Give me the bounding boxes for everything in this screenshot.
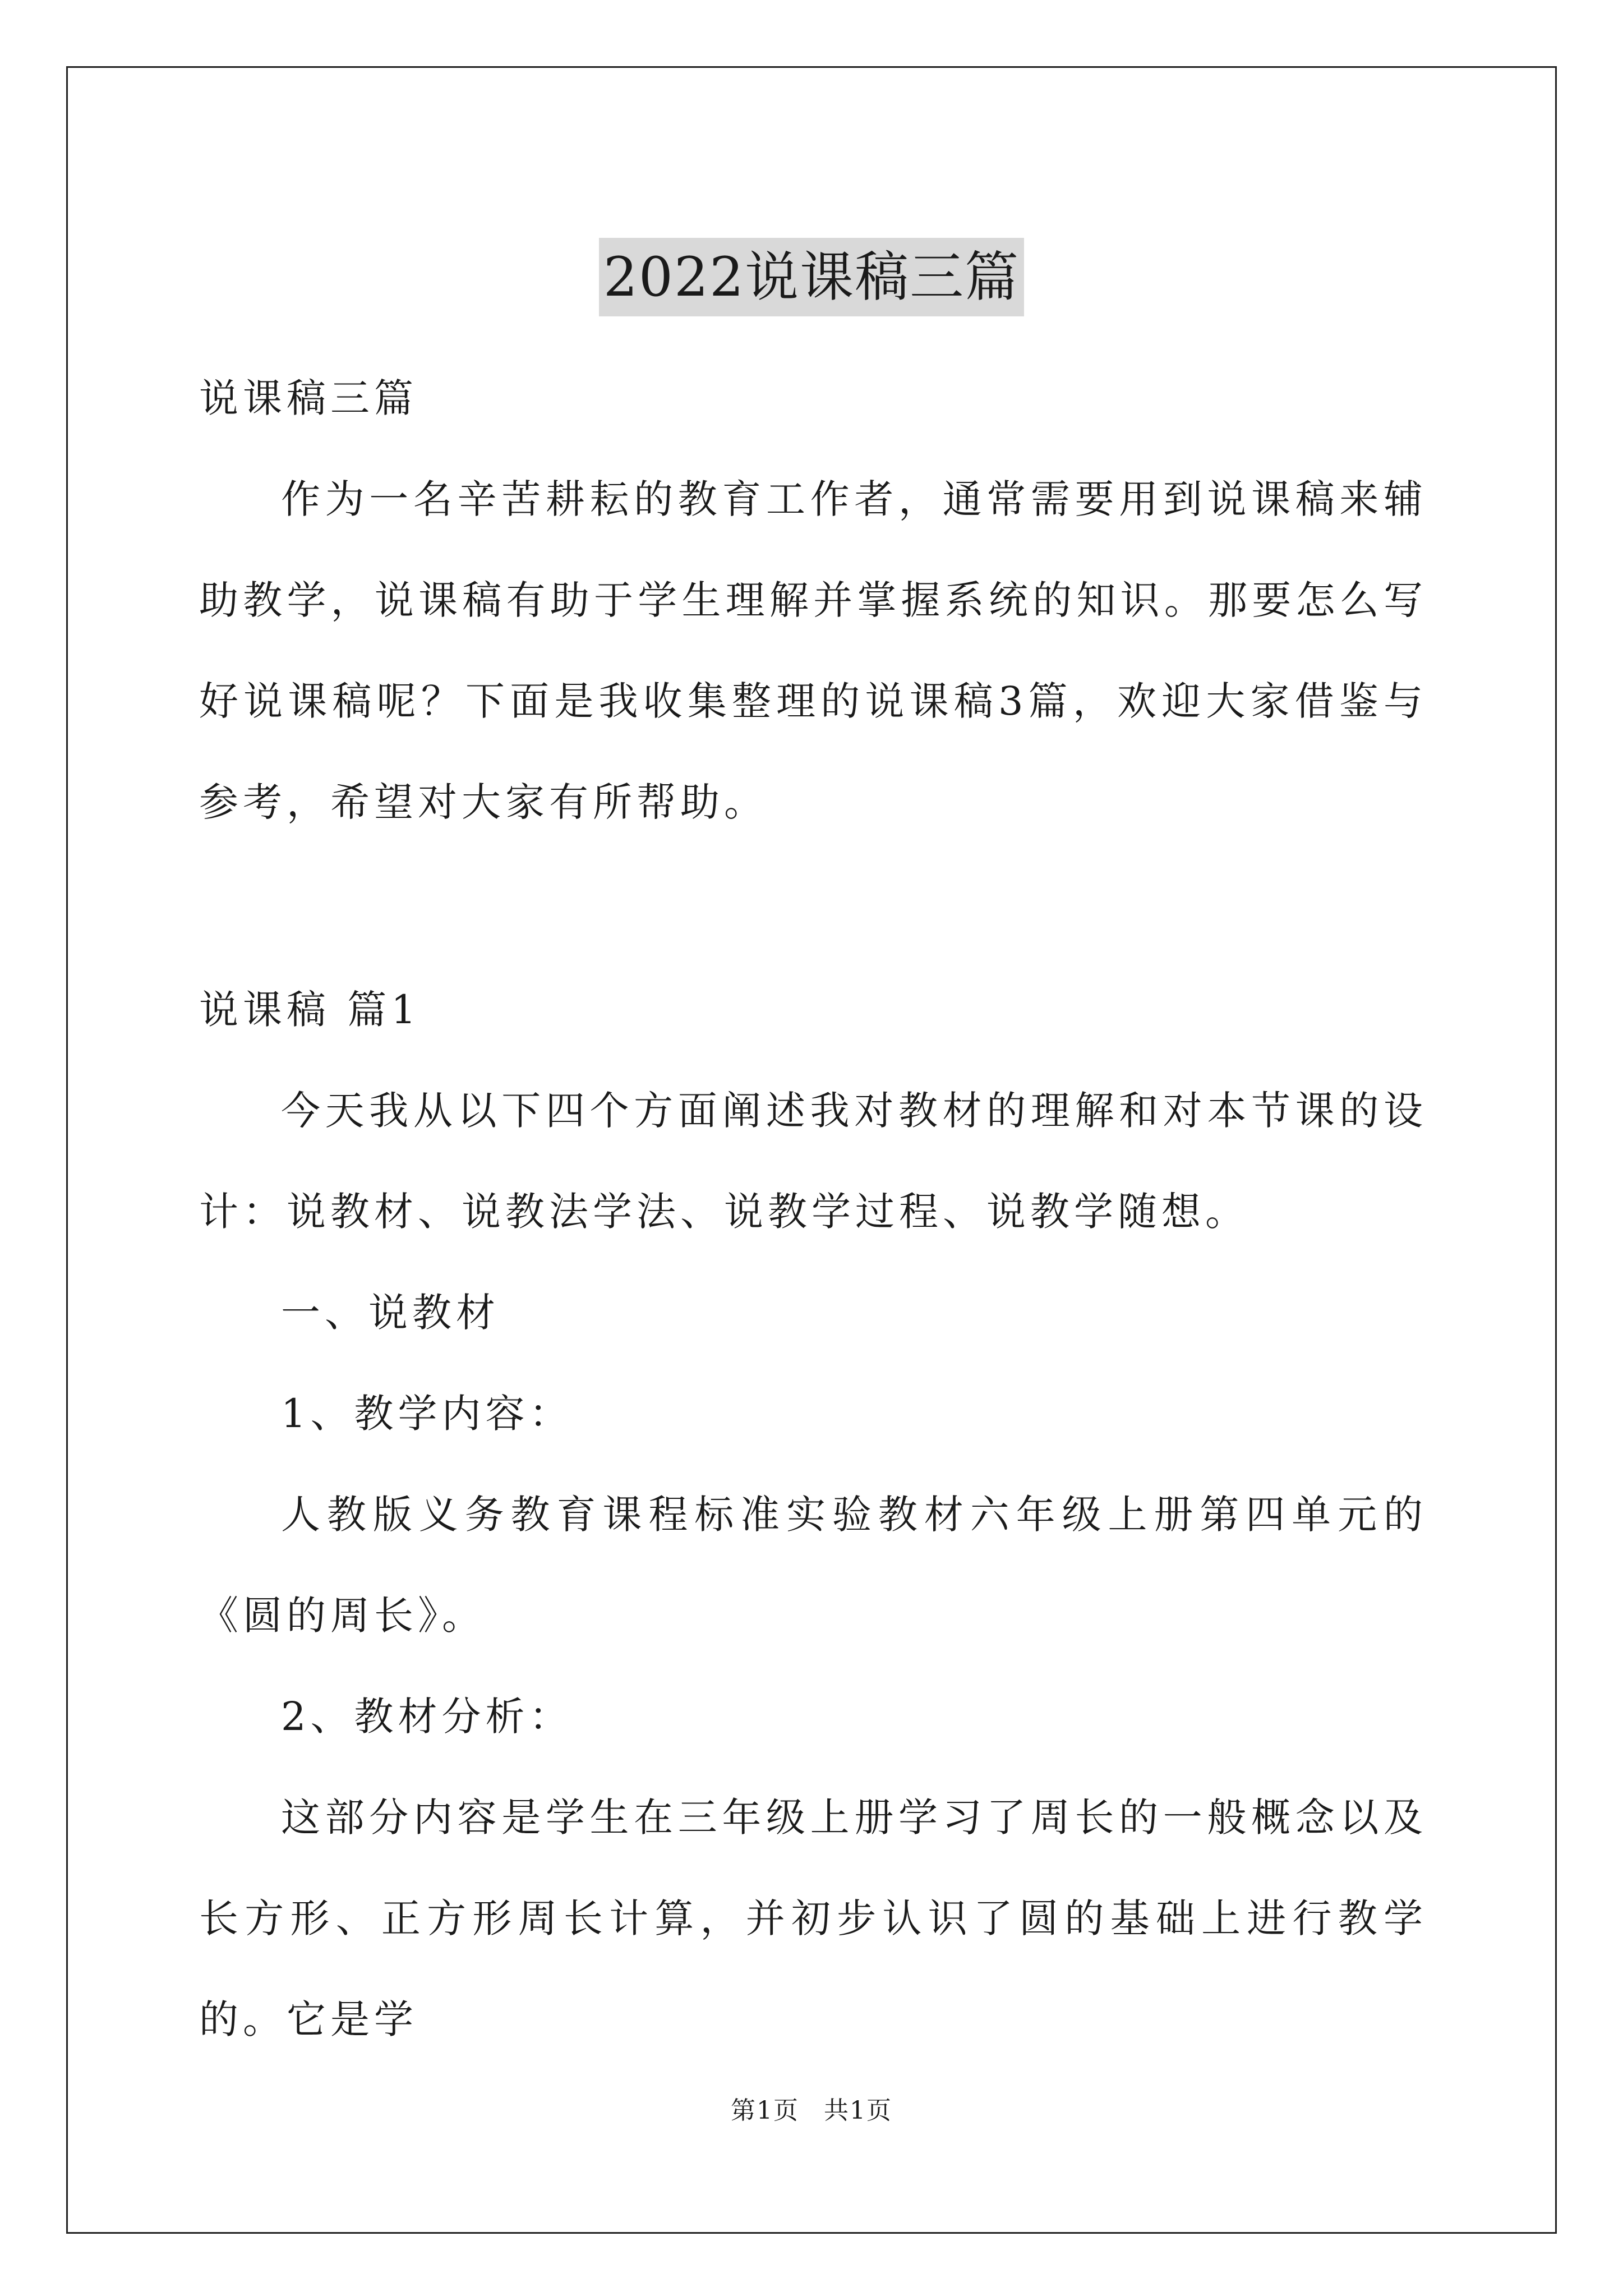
title-area <box>0 202 1623 353</box>
document-body <box>199 348 1427 2070</box>
page-total: 共1页 <box>824 2096 892 2125</box>
subheading-material-analysis: 2、教材分析： <box>281 1694 573 1740</box>
body-paragraph: 人教版义务教育课程标准实验教材六年级上册第四单元的《圆的周长》。 <box>199 1492 1427 1639</box>
body-paragraph: 这部分内容是学生在三年级上册学习了周长的一般概念以及长方形、正方形周长计算，并初步认识了圆的基础上进行教学的。它是学 <box>199 1795 1427 2042</box>
section-heading-main: 说课稿三篇 <box>199 375 418 421</box>
subheading-teaching-content: 1、教学内容： <box>281 1391 573 1437</box>
page-footer <box>0 2090 1623 2126</box>
subheading-teaching-material: 一、说教材 <box>281 1290 500 1336</box>
section-heading-part-1: 说课稿 篇1 <box>199 987 421 1033</box>
document-title: 2022说课稿三篇 <box>599 238 1024 316</box>
page-number: 第1页 <box>731 2096 799 2125</box>
intro-paragraph: 作为一名辛苦耕耘的教育工作者，通常需要用到说课稿来辅助教学，说课稿有助于学生理解并掌握系统的知识。那要怎么写好说课稿呢？下面是我收集整理的说课稿3篇，欢迎大家借鉴与参考，希望对大家有所帮助。 <box>199 476 1427 825</box>
body-paragraph: 今天我从以下四个方面阐述我对教材的理解和对本节课的设计：说教材、说教法学法、说教学过程、说教学随想。 <box>199 1088 1427 1235</box>
